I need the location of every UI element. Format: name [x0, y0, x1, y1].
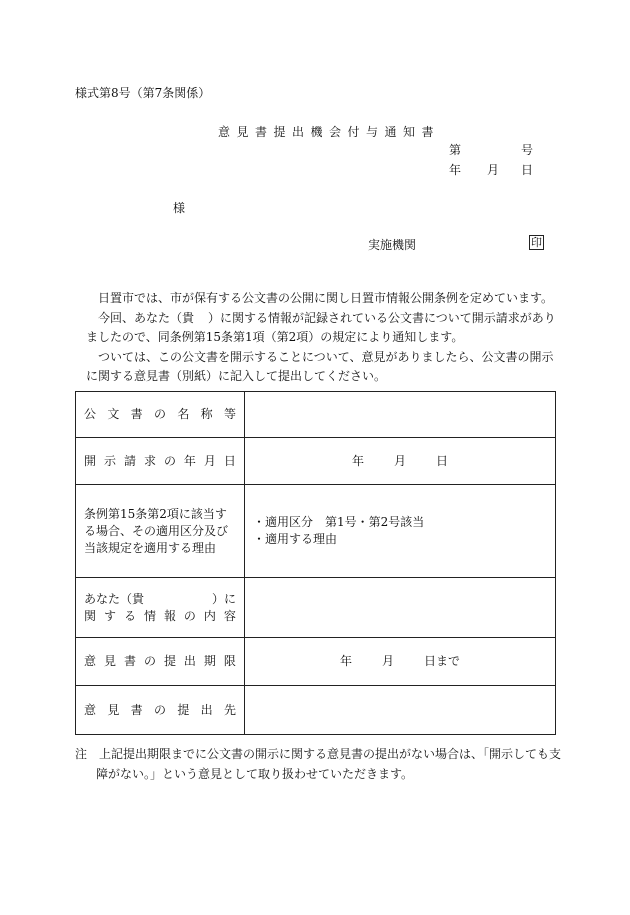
info-table — [75, 391, 556, 735]
body-p2-part-b: ）に関する情報が記録されている公文書について開示請求がありましたので、同条例第15条第1項（第2項）の規定により通知します。 — [86, 310, 556, 344]
addressee-suffix: 様 — [173, 201, 186, 215]
info-content-label: あなた（貴 ）に 関 す る 情 報 の 内 容 — [76, 578, 245, 638]
table-row — [76, 686, 556, 735]
submission-destination-field[interactable] — [245, 686, 556, 735]
agency-label: 実施機関 — [368, 238, 417, 252]
table-row — [76, 578, 556, 638]
body-paragraph-2 — [86, 309, 561, 348]
body-paragraph-1: 日置市では、市が保有する公文書の公開に関し日置市情報公開条例を定めています。 — [98, 291, 554, 305]
body-paragraph-3: ついては、この公文書を開示することについて、意見がありましたら、公文書の開示に関する意見書（別紙）に記入して提出してください。 — [86, 349, 554, 383]
date-day-label: 日 — [521, 163, 534, 177]
table-row — [76, 638, 556, 686]
footnote — [75, 744, 561, 784]
document-name-label: 公 文 書 の 名 称 等 — [76, 392, 245, 438]
submission-destination-label: 意 見 書 の 提 出 先 — [76, 686, 245, 735]
applicable-reason: ・適用する理由 — [253, 532, 338, 546]
request-date-label: 開 示 請 求 の 年 月 日 — [76, 438, 245, 485]
number-prefix: 第 — [449, 143, 462, 157]
table-row — [76, 392, 556, 438]
body-p2-part-a: 今回、あなた（貴 — [98, 310, 195, 325]
document-title: 意見書提出機会付与通知書 — [218, 125, 441, 139]
article-reason-field[interactable] — [245, 485, 556, 578]
table-row — [76, 485, 556, 578]
submission-deadline-field[interactable]: 年 月 日まで — [245, 638, 556, 686]
submission-deadline-label: 意 見 書 の 提 出 期 限 — [76, 638, 245, 686]
article-reason-label: 条例第15条第2項に該当する場合、その適用区分及び当該規定を適用する理由 — [76, 485, 245, 578]
body-text — [86, 289, 561, 387]
form-number: 様式第8号（第7条関係） — [75, 86, 211, 100]
table-row — [76, 438, 556, 485]
seal-mark: 印 — [531, 236, 542, 249]
info-content-field[interactable] — [245, 578, 556, 638]
date-month-label: 月 — [487, 163, 500, 177]
applicable-category: ・適用区分 第1号・第2号該当 — [253, 515, 425, 529]
footnote-line-1: 注 上記提出期限までに公文書の開示に関する意見書の提出がない場合は、「開示しても支 — [75, 747, 562, 761]
request-date-field[interactable]: 年 月 日 — [245, 438, 556, 485]
footnote-line-2: 障がない。」という意見として取り扱わせていただきます。 — [96, 767, 414, 781]
number-suffix: 号 — [521, 143, 534, 157]
date-year-label: 年 — [449, 163, 462, 177]
document-name-field[interactable] — [245, 392, 556, 438]
